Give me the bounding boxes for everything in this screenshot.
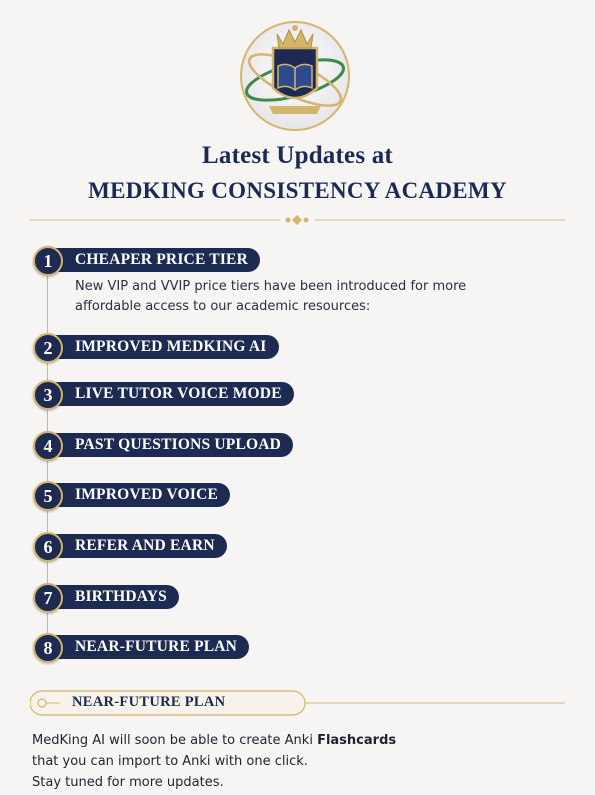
- update-item-number: 8: [33, 633, 63, 663]
- update-item-label: NEAR-FUTURE PLAN: [45, 635, 249, 659]
- update-item-number: 7: [33, 583, 63, 613]
- description-line: affordable access to our academic resources:: [75, 299, 371, 314]
- near-future-line1-text: MedKing AI will soon be able to create Anki: [32, 733, 318, 748]
- page-title-line1: Latest Updates at: [202, 142, 393, 169]
- update-item-number: 3: [33, 380, 63, 410]
- update-item-label: IMPROVED MEDKING AI: [45, 335, 279, 359]
- update-item-label: REFER AND EARN: [45, 534, 227, 558]
- near-future-line3: Stay tuned for more updates.: [32, 775, 224, 790]
- gold-ornament-divider-icon: [30, 212, 565, 228]
- update-item-number: 5: [33, 481, 63, 511]
- update-item-number: 2: [33, 333, 63, 363]
- update-item-label: BIRTHDAYS: [45, 585, 179, 609]
- near-future-line2: that you can import to Anki with one click.: [32, 754, 308, 769]
- update-item-number: 6: [33, 532, 63, 562]
- near-future-heading: NEAR-FUTURE PLAN: [72, 694, 226, 710]
- academy-logo-icon: [233, 8, 358, 133]
- update-item-label: PAST QUESTIONS UPLOAD: [45, 433, 293, 457]
- description-line: New VIP and VVIP price tiers have been introduced for more: [75, 279, 467, 294]
- update-item-1-description: [75, 277, 565, 317]
- update-item-number: 1: [33, 246, 63, 276]
- near-future-text: [32, 730, 572, 793]
- near-future-line1: [32, 730, 572, 751]
- update-item-label: IMPROVED VOICE: [45, 483, 230, 507]
- flashcards-emphasis: Flashcards: [317, 733, 397, 748]
- update-item-label: CHEAPER PRICE TIER: [45, 248, 260, 272]
- update-item-number: 4: [33, 431, 63, 461]
- update-item-label: LIVE TUTOR VOICE MODE: [45, 382, 294, 406]
- page-title-line2: MEDKING CONSISTENCY ACADEMY: [88, 178, 507, 203]
